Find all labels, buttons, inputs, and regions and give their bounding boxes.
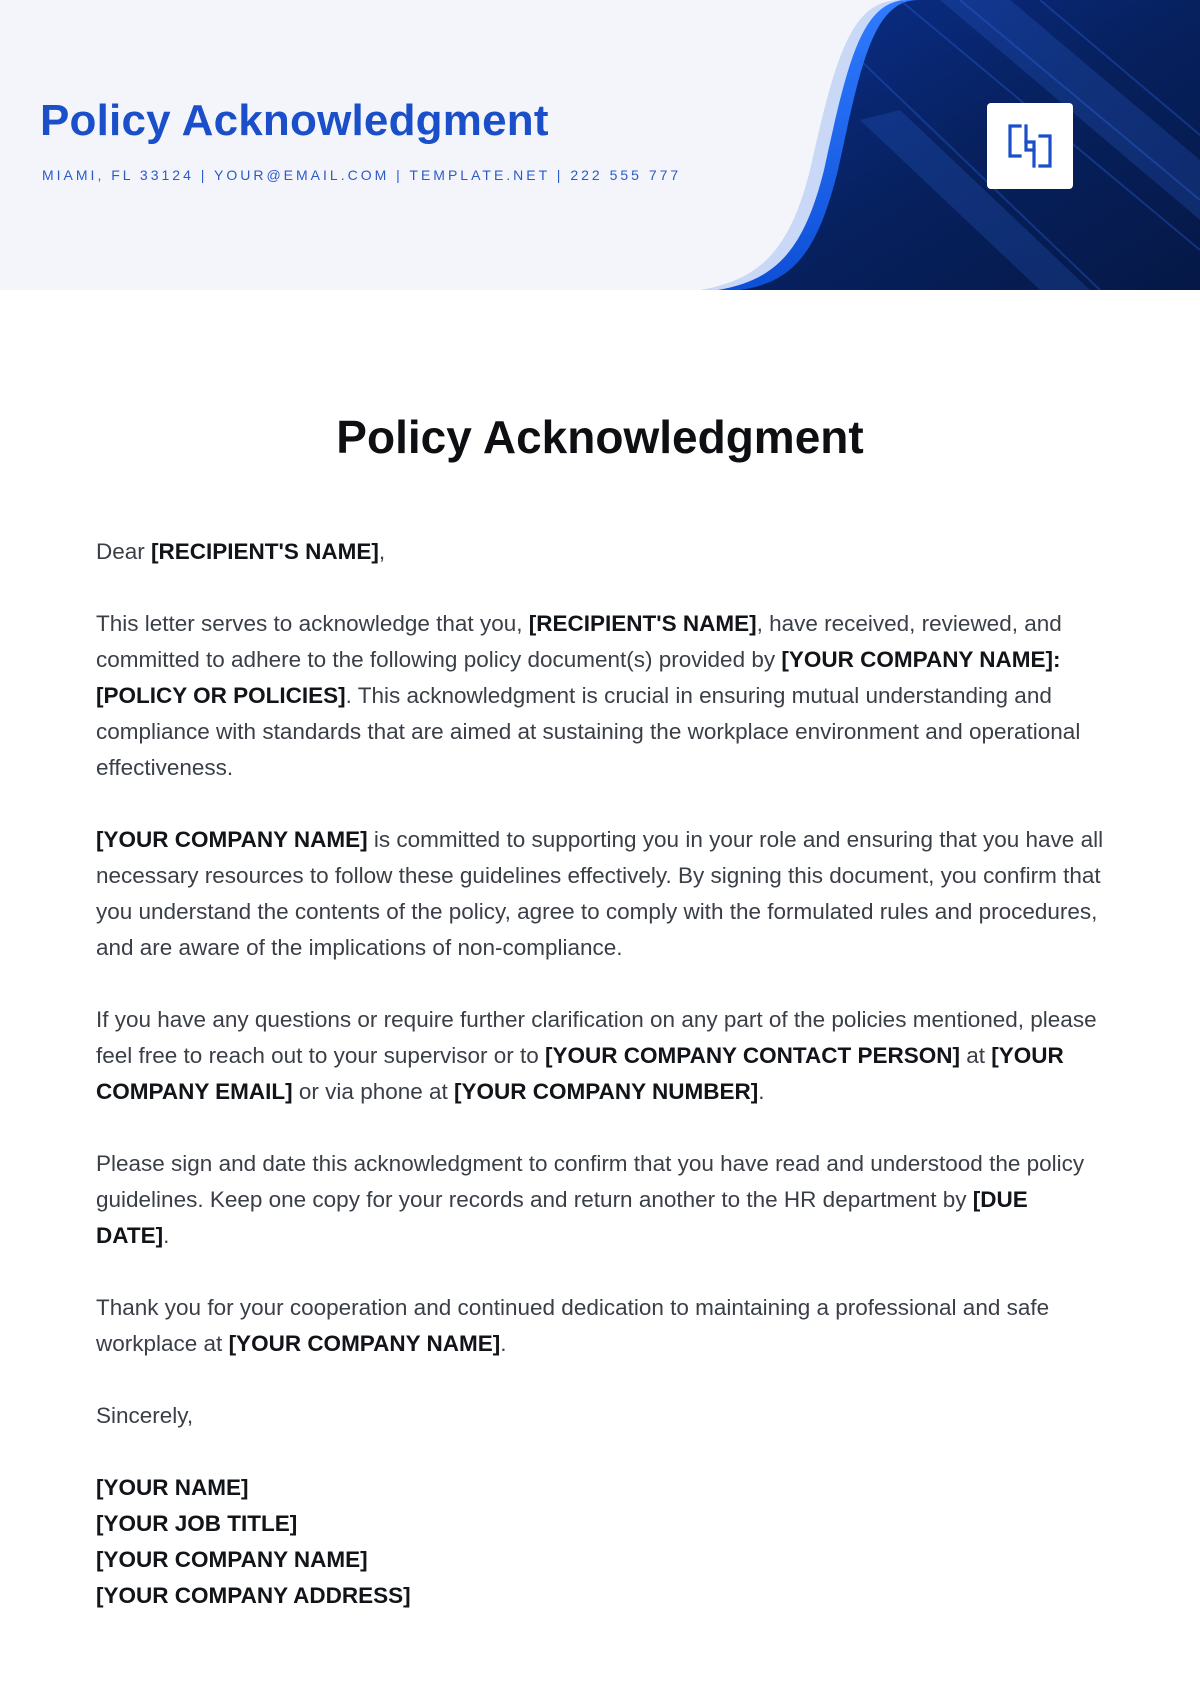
closing: Sincerely, [96, 1403, 194, 1428]
text: or via phone at [292, 1079, 455, 1104]
text: at [960, 1043, 992, 1068]
company-email-placeholder: [YOUR COMPANY EMAIL] [96, 1043, 1064, 1104]
text: This letter serves to acknowledge that you, [96, 611, 529, 636]
logo [987, 103, 1073, 189]
company-name-placeholder: [YOUR COMPANY NAME] [96, 827, 368, 852]
salutation-comma: , [378, 539, 386, 564]
paragraph-commitment [96, 822, 1106, 966]
text: . This acknowledgment is crucial in ensuring mutual understanding and compliance with standards that are aimed at sustaining the workplace environment and operational effectiveness. [96, 683, 1081, 780]
recipient-placeholder: [RECIPIENT'S NAME] [528, 611, 757, 636]
signature-company-address: [YOUR COMPANY ADDRESS] [96, 1583, 411, 1608]
company-policy-placeholder: [YOUR COMPANY NAME]: [POLICY OR POLICIES] [96, 647, 1061, 708]
text: , have received, reviewed, and committed to adhere to the following policy document(s) provided by [96, 611, 1062, 672]
text: . [500, 1331, 507, 1356]
company-number-placeholder: [YOUR COMPANY NUMBER] [454, 1079, 759, 1104]
signature-block [96, 1470, 1106, 1614]
text: . [163, 1223, 170, 1248]
signature-company-name: [YOUR COMPANY NAME] [96, 1547, 368, 1572]
signature-job-title: [YOUR JOB TITLE] [96, 1511, 298, 1536]
document-title: Policy Acknowledgment [336, 411, 864, 463]
text: . [758, 1079, 765, 1104]
paragraph-thanks [96, 1290, 1106, 1362]
recipient-placeholder: [RECIPIENT'S NAME] [151, 539, 379, 564]
paragraph-acknowledgment [96, 606, 1106, 786]
contact-person-placeholder: [YOUR COMPANY CONTACT PERSON] [544, 1043, 960, 1068]
paragraph-signing-instructions [96, 1146, 1106, 1254]
salutation [96, 534, 1106, 570]
signature-name: [YOUR NAME] [96, 1475, 249, 1500]
salutation-text: Dear [96, 539, 152, 564]
text: Please sign and date this acknowledgment to confirm that you have read and understood the policy guidelines. Keep one copy for your records and return another to the HR department by [96, 1151, 1085, 1212]
text: is committed to supporting you in your role and ensuring that you have all necessary resources to follow these guidelines effectively. By signing this document, you confirm that you understand the contents of the policy, agree to comply with the formulated rules and procedures, and are aware of the implications of non-compliance. [96, 827, 1104, 960]
paragraph-contact [96, 1002, 1106, 1110]
letter-body [96, 534, 1106, 1614]
text: If you have any questions or require further clarification on any part of the policies mentioned, please feel free to reach out to your supervisor or to [96, 1007, 1097, 1068]
company-name-placeholder: [YOUR COMPANY NAME] [228, 1331, 501, 1356]
header-title: Policy Acknowledgment [40, 96, 549, 145]
bracket-logo-icon [1004, 120, 1056, 172]
text: Thank you for your cooperation and continued dedication to maintaining a professional and safe workplace at [96, 1295, 1050, 1356]
header-banner [0, 0, 1200, 290]
header-contact-line: MIAMI, FL 33124 | YOUR@EMAIL.COM | TEMPLATE.NET | 222 555 777 [42, 167, 682, 183]
due-date-placeholder: [DUE DATE] [96, 1187, 1028, 1248]
